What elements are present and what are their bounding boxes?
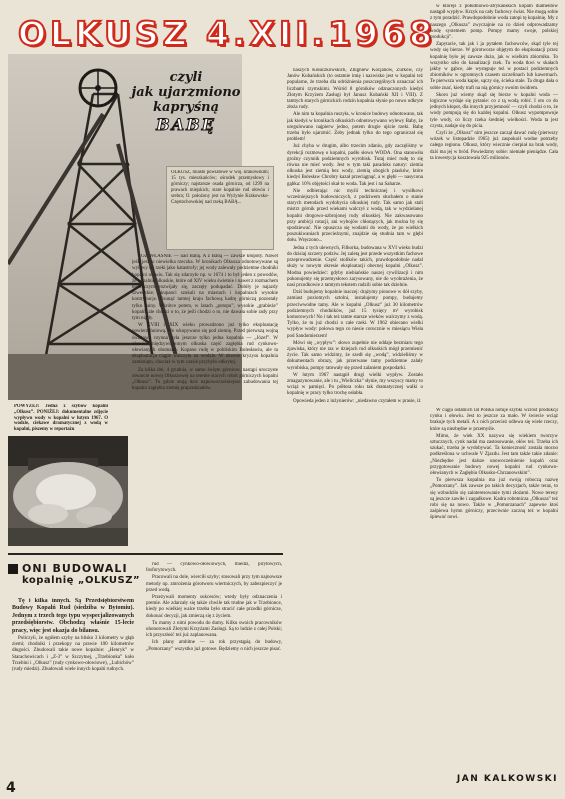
- builders-box: [8, 562, 284, 782]
- builders-column-a: [12, 598, 134, 782]
- page-title: [18, 12, 436, 60]
- article-paragraph: Mimo, że wiek XX nazywa się wiekiem tworzyw sztucznych, cynk nadal ma zastosowanie, ołów też. Trzeba ich szukać, trzeba je wydobywać. Ta konieczność zostala mocno podkreślona w uchwale V Zjazdu. Jest tam także takie zdanie: „Niezbędne jest dalsze unowocześnienie kopalń oraz przygotowanie budowy nowej kopalni rud cynkowo-ołowianych w Zagłębiu Olkusko-Chrzanowskim”.: [430, 433, 558, 477]
- builders-paragraph: rud — cynkowo-ołowiowych, miedzi, pirytowych, fosforytowych.: [146, 562, 282, 574]
- article-paragraph: Czyli że „Olkusz” nim jeszcze zaczął dawać rudę (pierwszy wózek w listopadzie 1965) już zaspokoił wodne potrzeby całego regionu. Olkusz, który wiecznie cierpiał na brak wody, dziś ma jej w bród. Powiedzmy sobie: niemałe pieniądze. Cała ta inwestycja kosztowała 925 milionów.: [430, 131, 558, 161]
- builders-paragraph: Pracowali na dole, wierciłi szyby; stosowali przy tym najnowsze metody np. zmrożenia górotworu wiertniczych, by zabezpieczyć je przed wodą.: [146, 575, 282, 593]
- builders-paragraph: Tę i kilka innych. Są Przedsiębiorstwem Budowy Kopalń Rud (siedziba w Bytomiu). Jednym z trzech tego typu wyspecjalizowanych przedsiębiorstw. Obchodzą właśnie 15-lecie pracy, więc jest okazja do bilansu.: [12, 598, 134, 634]
- builders-paragraph: Ich plany ambitne — za rok przystąpią do budowy, „Pomorzany” wszystko już gotowe. Będziemy o nich jeszcze pisać.: [146, 640, 282, 652]
- article-paragraph: Nie odbierając nic myśli technicznej i wysiłkowi wcześniejszych budowniczych, z podziwem słuchałem o stanie starych metodach wydobycia olkuskiej rudy. Tak samo jak stali mistrz górnik przed wiekami walczył z wodą, tak w wydzielanej kopalni drogowo-uzbrojonej rudy olkuskiej. Nie zakwasowano przy ambicji rotacji, ani wybojów chłonących, jak można by się spodziewać. Nie opuszcza się wodami do wody, że po wielkich poszukiwaniach przecieżnymi, znajdzie się studnia tam w głębi dołu. Wręczono...: [287, 188, 423, 244]
- article-paragraph: w którejś z południowo-afrykańskich kopalń diamentów nastąpił wypływ. Krzyk na cały fachowy świat. Nie mogą sobie z tym poradzić. Prawdopodobnie woda zatopi tę kopalnię. My z naszego „Olkusza” zwyczajnie na co dzień odprowadzamy wodę systemem pomp. Pompy mamy swoje, polskiej produkcji”.: [430, 4, 558, 41]
- water-photo-illustration: [8, 436, 128, 546]
- article-paragraph: Za kilka dni, 4 grudnia, w samo święto górnicze, nastąpi uroczyste otwarcie nowej Olkuszowej na terenie starych robót górniczych kopalni „Olkusz”. Tu gdzie stoją dziś najnowocześniejsze zabudowania tej kopalni zagłębia ziemię prapradziadów.: [132, 367, 278, 392]
- builders-heading-1: ONI BUDOWALI: [22, 562, 128, 575]
- caption-text: POWYŻEJ: Jedna z szybów kopalni „Olkusz”. PONIŻEJ: dokumentalne zdjęcie wypływu wody w kopalni w lutym 1967. O wodzie, ciekawe dramatycznej z wodą w kopalni, piszemy w reportażu: [14, 404, 108, 433]
- title-text: OLKUSZ 4.XII.1968: [18, 14, 436, 53]
- subtitle-line: czyli: [169, 70, 203, 85]
- page-number: 4: [6, 780, 16, 796]
- article-paragraph: Jedna z tych ulewnych, Filhorka, budowana w XVI wieku budzi do dzisiaj szczery podziw. Jej zaletą jest przede wszystkim fachowe przeprowadzenie. Część stolików takich, prawdopodobnie nadal służy w nowym okresie eksploatacji obecnej kopalni „Olkusz”. Modna powiedzieć: gdyby niebiańskie naszej cywilizacji i nim pokonujemy się przemysłowo zarysowany, nie do wyobrażenia, że nasi przodkowie z tamtym tekstem radzili sobie tak dzielnie.: [287, 245, 423, 288]
- builders-paragraph: Tu mamy z nimi powodu do dumy. Kilku swoich pracowników uhonorowali Złotymi Krzyżami Zasługi. Są to ludzie z całej Polski; ich przyszłość też już zaplanowana.: [146, 620, 282, 639]
- article-paragraph: Mówi się „wypływ”: słowo zupełnie nie oddaje bezmiaru tego zjawiska, który nie raz w dziejach rud olkuskich mógł przemienić życie. Tak samo widzimy, że szedł się „wodą”, widzieliśmy w dokumentach obrazy, jak przerwane tamy podziemne zalały wyrobiska, pompy ratowały się przed zalaniem gospodarki.: [287, 340, 423, 371]
- article-paragraph: TOŻ WŁAŚNIE — nad Babą. A z Babą — zawsze kłopoty. Nawet jeśli jest to niewielka rzeczka. W kronikach Olkusza odnotowywane są wylewy tej rzeki jako katastrofy; jej wody zalewały podziemne chodniki kopalni ołowiu. Tak się zdarzyło np. w 1674 i to był jeden z powodów, że kopalnie olkuskie, które od XIV wieku świetnie i nawet z rozmachem techniczym rozwijały się, zaczęły podupadać. Dobiły je najazdy szwedzkie; okupanci szukali na miastach i kopalniach wysokie kontrybucje. Usunąć tamtej kraju fachową kadrę górniczą pozostały tylko ruiny. Wkrótce potem, w latach „potopu”, wysokie „grabieże” kopalń, ale chodzi o to, że jeśli chodzi o to, nie dawała sobie rady przy tym nigdy.: [132, 254, 278, 322]
- article-column-4-lower: [430, 408, 558, 772]
- water-outflow-photo: [8, 436, 128, 546]
- subtitle-line: jak ujarzmiono: [131, 85, 241, 100]
- builders-paragraph: Przeżywali momenty sukcesów; wtedy były odznaczenia i premie. Ale zdarzały się także chwile tak trudne jak w Trzebionce, kiedy po wielkiej walce trzeba było stracić całe przodki górnicze, dokonać decyzji, jak zmierzą się z życiem.: [146, 595, 282, 619]
- subtitle-line: kapryśną: [152, 100, 220, 115]
- article-paragraph: Skoro już wiemy skąd się bierze w kopalni woda — logiczne wydaje się pytanie: co z tą wodą robić. I oto co do jednych kłopot, dla innych przyjemność — czyli chodzi o to, że wody pompują się do każdej kopalni. Olkusz wypompowuje tyle wody, co liczy rzeka średniej wielkości. Woda ta jest czysta, nadaje się do picia.: [430, 92, 558, 129]
- article-column-3: [287, 68, 423, 792]
- subtitle-baba: BABĘ: [156, 115, 216, 134]
- article-paragraph: Dziś budujemy kopalnie inaczej: drążymy pionowe w dół szyby, zamiast poziomych sztolni, instalujemy pompy, budujemy przeciwwodne tamy. Ale w kopalni „Olkusz” już 30 kilometrów podziemnych chodników, już 15 tysięcy m³ wyrobisk komorowych! No i tak też tamte starsze wieków walczymy z wodą. Tylko, że tu już chodzi o całe rzeki. W 1962 obiecano wielki wypływ wody: połowa tego co niesie corocznie w miesiącu Wisła pod Sandomierzem!: [287, 290, 423, 339]
- article-paragraph: W lutym 1967 nastąpił drugi wielki wypływ. Zostało zmagazynowanie, ale i tu „Wieliczka” słynie, my wszyscy mamy to wciąż w pamięci. Po półtora roku tak dramatycznej walki o kopalnię w pracy tylko trochę osłabła.: [287, 372, 423, 397]
- article-paragraph: Zapytacie, tak jak i ja pytałem fachowców, skąd tyle tej wody się bierze. W górotworze objętym do eksploatacji przez kopalnię było jej zawsze dużo, jak w wielkim zbiorniku. To wszystko szło do kanalizacji rzek. Tu woda tkwi w skałach jakby w gąbce, ale występuje też w postaci podziemnych zbiorników w ogromnych czasem szczelinach lub kawernach. Te pierwsza woda kapie, sączy się, ścieka stale. Ta druga dała o sobie znać, kiedy trafi na nią górnicy swoim świdrem.: [430, 42, 558, 91]
- article-column-2: [132, 254, 278, 554]
- subtitle: [126, 70, 246, 148]
- article-paragraph: W ciągu ostatnich lat Polska notuje szybki wzrost produkcji cynku i ołowiu. Jest to jeszcze za mało. W świecie wciąż brakuje tych metali. A z nich przecież odlewa się wiele rzeczy, które są niezbędne w przemyśle.: [430, 408, 558, 432]
- article-paragraph: Już chyba w drugim, albo trzecim zdaniu, gdy zaczęliśmy w dyrekcji rozmowę o kopalni, padło słowo WODA. Ona stanowiła groźny czynnik podziemnych wyrobisk. Tutaj mieć rudę to się równa nie mieć wody. Jest w tym taki paradoks natury: ziemia olkuska jest ziemią bez wody, ziemią ubogich piasków, które kiedyś Bolesław Chrobry kazał przeciągnąć, a w głębi — nasycona gąbka: 10% objętości skał to woda. Tak jest i na Saharze.: [287, 144, 423, 187]
- intro-text: OLKUSZ, miasto powiatowe w woj. krakowskim; 15 tys. mieszkańców; ośrodek przemysłowy i górniczy; najstarsze osada górnicza, od 1299 na prawach miejskich; stare kopalnie rud ołowiu i srebra; O. położony jest na Wyżynie Krakowsko-Częstochowskiej nad rzeką BABĄ...: [171, 170, 269, 205]
- article-paragraph: To pierwsza kopalnia ma już swoją roboczą nazwę „Pomorzany”. Jak zawsze po takich decyzjach, także teraz, to się wzbudziło się zainteresowanie tymi złożami. Nowe tereny są jeszcze zawiłe i zagadkowe. Kadra robotnicza „Olkusza” też robi się na nowo. Także w „Pomorzanach” zapewne ktoś zaśpiewa hymn górniczy, przeciwnie zaczną też w kopalni śpiewać nowi.: [430, 478, 558, 521]
- article-paragraph: Ale nim ta kopalnia ruszyła, w kronice budowy odnotowano, tak jak kiedyś w kronikach olkuskich odnotowywano wylewy Baby, że uregulowano najpierw jedno, potem drugie ujście rzeki. Babę trzeba było ujarzmić. Żeby jednak tylko do tego ograniczał się problem!: [287, 112, 423, 143]
- article-column-4: [430, 4, 558, 399]
- section-divider: [8, 553, 283, 555]
- article-paragraph: W XVIII i XIX wieku prowadzono już tylko eksploatację powierzchniową. We wkopywano się pod ziemię. Przed pierwszą wojną światową czynna była jeszcze tylko jedna kopalnia — „Józef”. W okresie międzywojennym olkuska część zagłębia rud cynkowo-ołowianych obumarła. Kopano rudę w pobliskim Bolesławiu, ale ta eksploatacja ciągle walczyła na wodzie. W okresie kryzysu kopalnia zamknięto, chociaż w tym czasie przybyło odkrytej.: [132, 323, 278, 366]
- heading-marker: [8, 564, 18, 574]
- builders-column-b: [146, 562, 282, 782]
- builders-heading-2: kopalnię „OLKUSZ”: [22, 575, 141, 586]
- author-name: JAN KALKOWSKI: [456, 774, 558, 784]
- intro-box: [166, 166, 274, 250]
- article-paragraph: naszych Kołaczkowskich, Zbigniew Kocjanów, Żurków, czy Janów Kubańskich (to ostatnie imię i nazwisko jest w kopalni też popularne, że trzeba dla odróżnienia poszczególnych oznaczać ich liczbami rzymskimi. Wśród 8 górników odznaczonych kiedyś Złotym Krzyżem Zasługi był Janusz Kubański XII i VIII). Z tamtych starych górnickich rodzin kopalnia słynie po nowo odkryte złoża rudy.: [287, 68, 423, 111]
- article-paragraph: Opowieda jeden z inżynierów: „niedawno czytałem w prasie, iż: [293, 398, 421, 404]
- builders-paragraph: Policzyli, że ogółem szyby na blisko 3 kilometry w głąb ziemi; chodniki i przekopy na prawie 100 kilometrów długości. Zbudowali takie nowe kopalnie: „Henryk” w Starachowicach i „Z-3” w Szczytnej, „Trzebionka” koło Trzebini i „Olkusz” (rudy cynkowo-ołowiowe), „Lubichów” (rudy miedzi). Zbudowali wiele innych kopalń rudnych.: [12, 636, 134, 673]
